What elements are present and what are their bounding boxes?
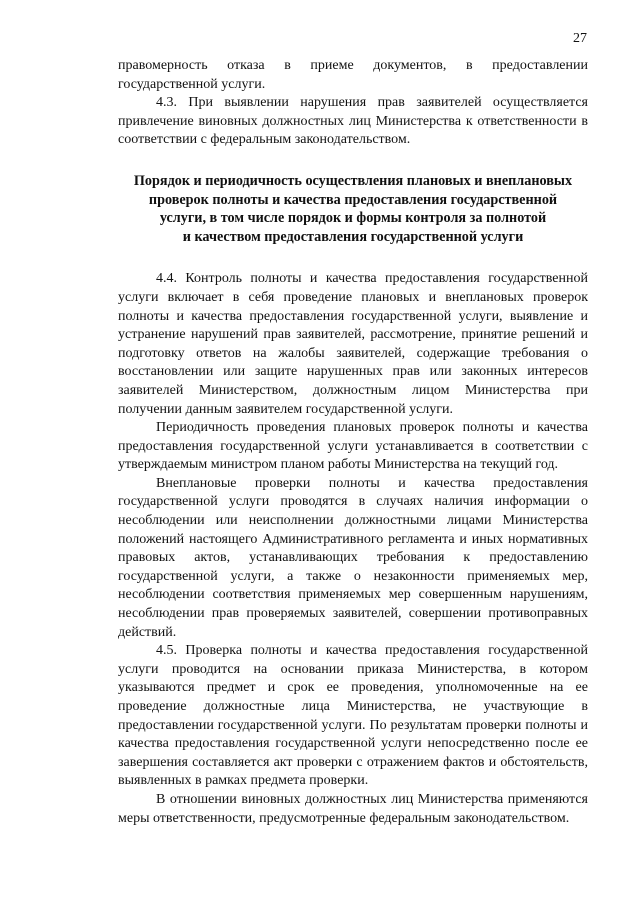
section-heading-line: и качеством предоставления государственной услуги [182, 228, 524, 245]
page-number: 27 [573, 31, 587, 46]
paragraph-responsibility: В отношении виновных должностных лиц Министерства применяются меры ответственности, предусмотренные федеральным законодательством. [118, 791, 588, 826]
paragraph-unscheduled-checks: Внеплановые проверки полноты и качества предоставления государственной услуги проводятся в случаях наличия информации о несоблюдении или неисполнении должностными лицами Министерства положений настоящего Административного регламента и иных нормативных правовых актов, устанавливающих требования к предоставлению государственной услуги, а также о незаконности применяемых мер, несоблюдении соответствия применяемых мер совершенным нарушениям, несоблюдении прав проверяемых заявителей, совершении противоправных действий. [118, 475, 588, 640]
paragraph-4-5: 4.5. Проверка полноты и качества предоставления государственной услуги проводится на основании приказа Министерства, в котором указываются предмет и срок ее проведения, уполномоченные на ее проведение должностные лица Министерства, не участвующие в предоставлении государственной услуги. По результатам проверки полноты и качества предоставления государственной услуги непосредственно после ее завершения составляется акт проверки с отражением фактов и обстоятельств, выявленных в рамках предмета проверки. [118, 643, 588, 789]
section-heading-line: услуги, в том числе порядок и формы контроля за полнотой [159, 210, 547, 227]
paragraph-periodicity: Периодичность проведения плановых проверок полноты и качества предоставления государственной услуги устанавливается в соответствии с утверждаемым министром планом работы Министерства на текущий год. [118, 420, 588, 473]
paragraph-4-3: 4.3. При выявлении нарушения прав заявителей осуществляется привлечение виновных должностных лиц Министерства к ответственности в соответствии с федеральным законодательством. [118, 95, 588, 148]
section-heading-line: проверок полноты и качества предоставления государственной [148, 191, 558, 208]
paragraph-continuation: правомерность отказа в приеме документов, в предоставлении государственной услуги. [118, 58, 588, 92]
document-body [118, 57, 588, 828]
paragraph-4-4: 4.4. Контроль полноты и качества предоставления государственной услуги включает в себя проведение плановых и внеплановых проверок полноты и качества предоставления государственной услуги, выявление и устранение нарушений прав заявителей, рассмотрение, принятие решений и подготовку ответов на жалобы заявителей, содержащие требования о восстановлении или защите нарушенных прав или законных интересов заявителей Министерством, должностным лицом Министерства при получении данным заявителем государственной услуги. [118, 271, 588, 417]
section-heading [118, 172, 588, 246]
section-heading-line: Порядок и периодичность осуществления плановых и внеплановых [133, 172, 573, 189]
